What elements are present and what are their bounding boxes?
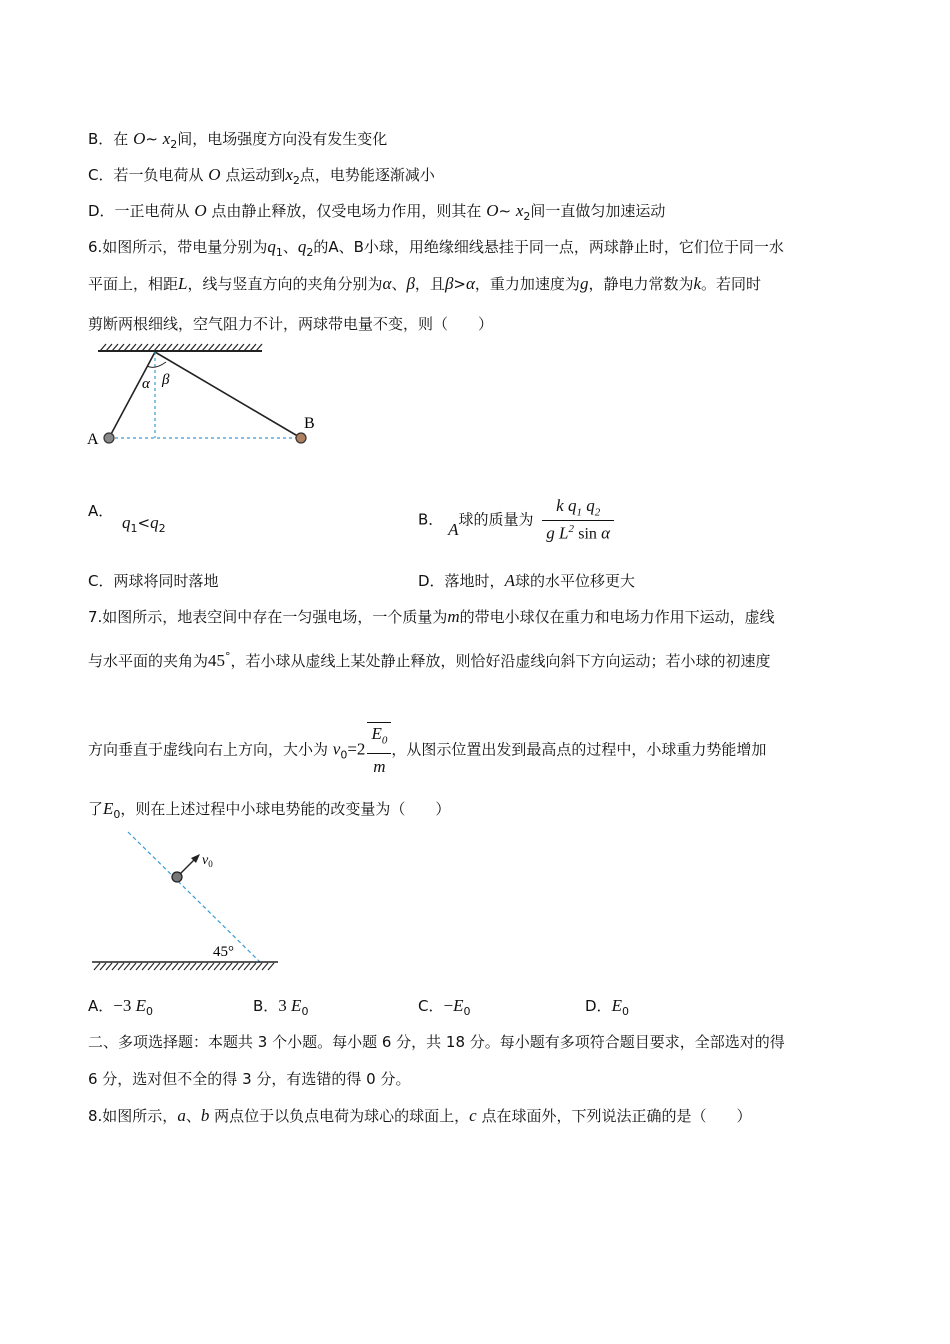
string-a — [109, 352, 155, 438]
ceiling-hatch — [98, 344, 262, 351]
q7-option-c: C．$-E_0$ — [418, 996, 471, 1018]
label-b: B — [304, 415, 315, 432]
q6-stem-line-1: 6.如图所示，带电量分别为$q_1$、$q_2$的A、B小球，用绝缘细线悬挂于同一点，两球静止时，它们位于同一水 — [88, 237, 784, 259]
q6-option-d: D．落地时，A球的水平位移更大 — [418, 571, 635, 590]
q7-stem-line-2: 与水平面的夹角为45°，若小球从虚线上某处静止释放，则恰好沿虚线向斜下方向运动；若小球的初速度 — [88, 650, 771, 670]
q7-stem-line-3: 方向垂直于虚线向右上方向，大小为 $v_0=2$ $\frac{E_0}{m}$ ，从图示位置出发到最高点的过程中，小球重力势能增加 — [88, 724, 767, 777]
ball-a — [104, 433, 114, 443]
label-a: A — [87, 431, 99, 448]
ball-b — [296, 433, 306, 443]
q6-option-a: A． $q_1<q_2$ — [88, 502, 166, 535]
section-2-heading-line-2: 6 分，选对但不全的得 3 分，有选错的得 0 分。 — [88, 1070, 411, 1088]
q7-stem-line-1: 7.如图所示，地表空间中存在一匀强电场，一个质量为m的带电小球仅在重力和电场力作用下运动，虚线 — [88, 607, 775, 626]
angle-45-label: 45° — [213, 944, 234, 960]
velocity-label: $v_0$ — [202, 853, 213, 869]
q5-option-b: B．在 O∼ $x_2$间，电场强度方向没有发生变化 — [88, 129, 388, 151]
charged-ball — [172, 872, 182, 882]
q7-option-d: D．$E_0$ — [585, 996, 629, 1018]
q7-option-b: B．3 $E_0$ — [253, 996, 309, 1018]
q6-option-b: B． A球的质量为 $\frac{k q_1 q_2}{g L^2 \sin \alpha}$ — [418, 496, 614, 544]
angle-beta-label: β — [162, 372, 170, 388]
q6-option-c: C．两球将同时落地 — [88, 572, 219, 590]
q5-option-d: D．一正电荷从 O 点由静止释放，仅受电场力作用，则其在 O∼ $x_2$间一直做匀加速运动 — [88, 201, 666, 223]
q5-option-c: C．若一负电荷从 O 点运动到$x_2$点，电势能逐渐减小 — [88, 165, 435, 187]
q7-stem-line-4: 了$E_0$，则在上述过程中小球电势能的改变量为（ ） — [88, 799, 451, 821]
q7-figure — [88, 830, 288, 980]
dashed-incline-line — [128, 832, 260, 962]
angle-alpha-label: α — [142, 376, 150, 392]
q7-option-a: A．−3 $E_0$ — [88, 996, 153, 1018]
ground-hatch — [94, 963, 274, 970]
q6-stem-line-2: 平面上，相距L，线与竖直方向的夹角分别为α、β，且β>α，重力加速度为g，静电力常数为k。若同时 — [88, 274, 762, 293]
q6-stem-line-3: 剪断两根细线，空气阻力不计，两球带电量不变，则（ ） — [88, 315, 494, 333]
q8-stem: 8.如图所示，a、b 两点位于以负点电荷为球心的球面上，c 点在球面外，下列说法正确的是（ ） — [88, 1106, 752, 1125]
section-2-heading-line-1: 二、多项选择题：本题共 3 个小题。每小题 6 分，共 18 分。每小题有多项符合题目要求，全部选对的得 — [88, 1033, 785, 1051]
q6-figure — [84, 340, 334, 455]
string-b — [155, 352, 301, 438]
